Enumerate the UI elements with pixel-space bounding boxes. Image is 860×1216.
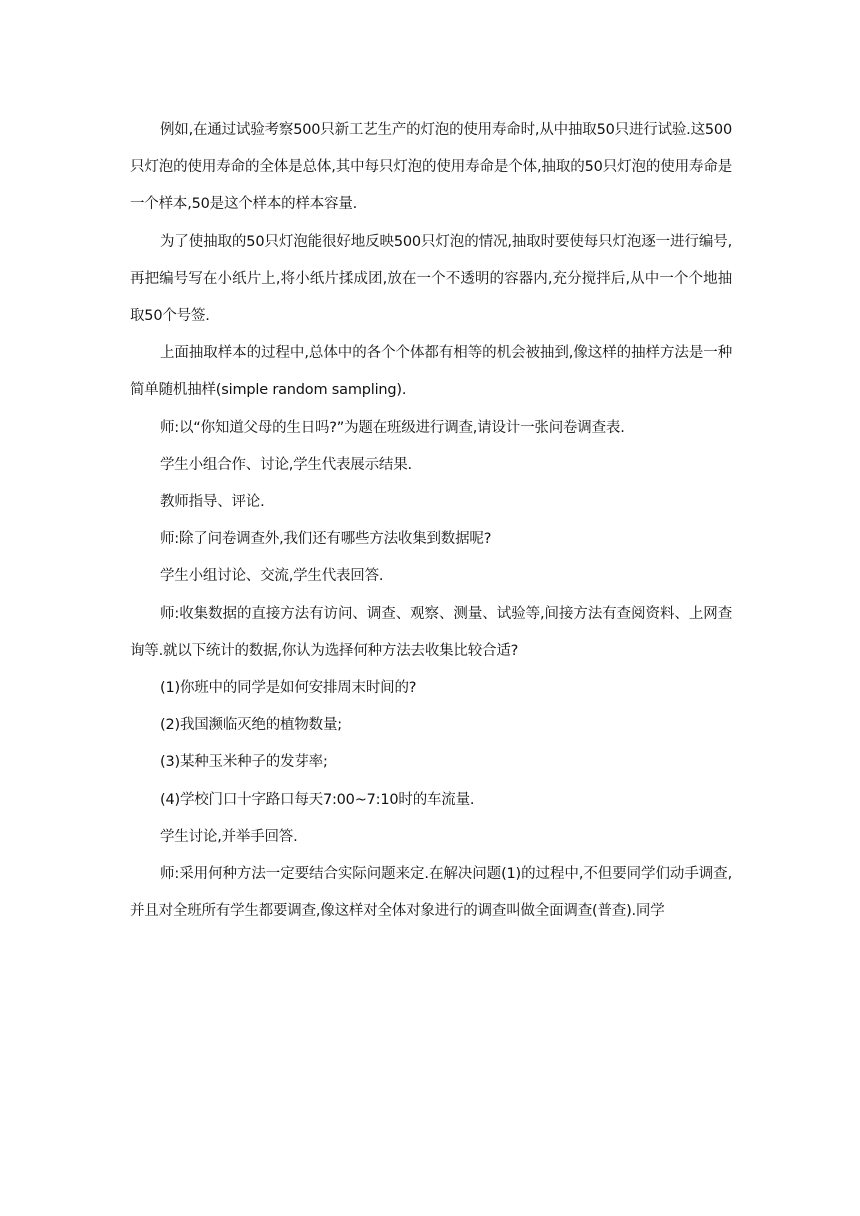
list-item-question-3: (3)某种玉米种子的发芽率; — [160, 754, 328, 771]
list-item-question-2: (2)我国濒临灭绝的植物数量; — [160, 717, 342, 734]
paragraph-full-survey-explanation: 师:采用何种方法一定要结合实际问题来定.在解决问题(1)的过程中,不但要同学们动手调查,并且对全班所有学生都要调查,像这样对全体对象进行的调查叫做全面调查(普查).同学 — [130, 866, 732, 920]
paragraph-data-collection-methods: 师:收集数据的直接方法有访问、调查、观察、测量、试验等,间接方法有查阅资料、上网查询等.就以下统计的数据,你认为选择何种方法去收集比较合适? — [130, 605, 732, 659]
paragraph-simple-random-sampling: 上面抽取样本的过程中,总体中的各个个体都有相等的机会被抽到,像这样的抽样方法是一种简单随机抽样(simple random sampling). — [130, 345, 732, 399]
list-item-question-1: (1)你班中的同学是如何安排周末时间的? — [160, 680, 417, 697]
paragraph-student-answer: 学生讨论,并举手回答. — [160, 828, 298, 845]
paragraph-teacher-guidance: 教师指导、评论. — [160, 494, 265, 511]
document-body — [130, 112, 732, 930]
paragraph-sample-example: 例如,在通过试验考察500只新工艺生产的灯泡的使用寿命时,从中抽取50只进行试验.这500只灯泡的使用寿命的全体是总体,其中每只灯泡的使用寿命是个体,抽取的50只灯泡的使用寿命是一个样本,50是这个样本的样本容量. — [130, 122, 732, 213]
paragraph-group-discussion: 学生小组讨论、交流,学生代表回答. — [160, 568, 384, 585]
list-item-question-4: (4)学校门口十字路口每天7:00~7:10时的车流量. — [160, 791, 475, 808]
paragraph-numbering-method: 为了使抽取的50只灯泡能很好地反映500只灯泡的情况,抽取时要使每只灯泡逐一进行编号,再把编号写在小纸片上,将小纸片揉成团,放在一个不透明的容器内,充分搅拌后,从中一个个地抽取50个号签. — [130, 233, 732, 325]
paragraph-other-methods-question: 师:除了问卷调查外,我们还有哪些方法收集到数据呢? — [160, 531, 492, 548]
paragraph-group-cooperation: 学生小组合作、讨论,学生代表展示结果. — [160, 456, 412, 473]
paragraph-questionnaire-task: 师:以“你知道父母的生日吗?”为题在班级进行调查,请设计一张问卷调查表. — [160, 419, 625, 436]
